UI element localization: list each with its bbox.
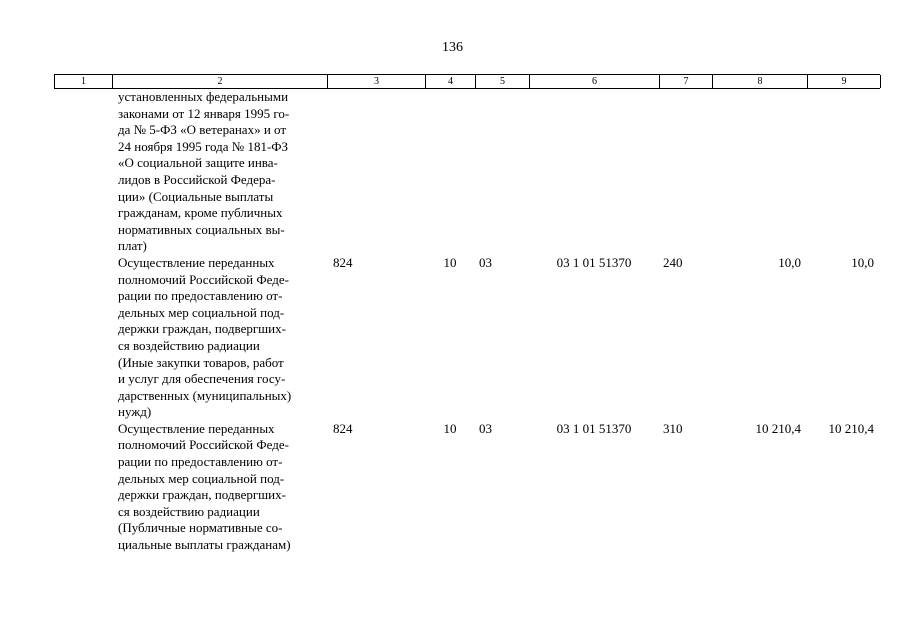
description-line: Осуществление переданных <box>118 254 275 270</box>
header-cell-6: 6 <box>530 75 660 88</box>
table-row <box>54 255 880 421</box>
col-1-cell <box>54 89 112 255</box>
description-line: держки граждан, подвергших- <box>118 487 286 503</box>
description-line: установленных федеральными <box>118 89 289 104</box>
subsection-code: 03 <box>479 420 492 436</box>
amount-col-9: 10 210,4 <box>828 420 874 436</box>
header-cell-2: 2 <box>113 75 328 88</box>
ministry-code <box>327 89 425 255</box>
description-line: полномочий Российской Феде- <box>118 271 289 287</box>
description-line: ся воздействию радиации <box>118 337 260 353</box>
header-cell-8: 8 <box>713 75 808 88</box>
description-line: нормативных социальных вы- <box>118 221 285 237</box>
expense-type-code: 240 <box>663 254 683 270</box>
description-line: дарственных (муниципальных) <box>118 387 292 403</box>
subsection-code: 03 <box>479 254 492 270</box>
header-cell-3: 3 <box>328 75 426 88</box>
expense-type-code: 310 <box>663 420 683 436</box>
description-cell <box>112 89 327 255</box>
amount-col-8: 10 210,4 <box>755 420 801 436</box>
amount-col-9 <box>807 89 880 255</box>
ministry-code: 824 <box>333 420 353 436</box>
section-code: 10 <box>443 254 457 270</box>
header-cell-1: 1 <box>55 75 113 88</box>
description-cell <box>112 421 327 554</box>
table-header-row <box>54 74 880 89</box>
description-cell <box>112 255 327 421</box>
ministry-code: 824 <box>333 254 353 270</box>
description-line: гражданам, кроме публичных <box>118 205 283 221</box>
description-line: да № 5-ФЗ «О ветеранах» и от <box>118 122 287 138</box>
description-line: дельных мер социальной под- <box>118 304 285 320</box>
header-cell-9: 9 <box>808 75 881 88</box>
header-cell-4: 4 <box>426 75 476 88</box>
description-line: и услуг для обеспечения госу- <box>118 371 286 387</box>
page-number: 136 <box>442 40 463 55</box>
table-row <box>54 421 880 554</box>
amount-col-8: 10,0 <box>778 254 801 270</box>
description-line: ся воздействию радиации <box>118 503 260 519</box>
description-line: законами от 12 января 1995 го- <box>118 105 290 121</box>
description-line: циальные выплаты гражданам) <box>118 537 291 553</box>
header-cell-7: 7 <box>660 75 713 88</box>
description-line: 24 ноября 1995 года № 181-ФЗ <box>118 138 289 154</box>
description-line: «О социальной защите инва- <box>118 155 278 171</box>
target-article-code: 03 1 01 51370 <box>556 420 632 436</box>
description-line: держки граждан, подвергших- <box>118 321 286 337</box>
description-line: нужд) <box>118 404 152 420</box>
expense-type-code <box>659 89 712 255</box>
section-code <box>425 89 475 255</box>
description-line: (Иные закупки товаров, работ <box>118 354 284 370</box>
budget-table <box>54 74 880 554</box>
description-line: рации по предоставлению от- <box>118 454 283 470</box>
table-row <box>54 89 880 255</box>
header-cell-5: 5 <box>476 75 530 88</box>
col-1-cell <box>54 421 112 554</box>
description-line: полномочий Российской Феде- <box>118 437 289 453</box>
amount-col-9: 10,0 <box>851 254 874 270</box>
col-1-cell <box>54 255 112 421</box>
description-line: рации по предоставлению от- <box>118 288 283 304</box>
target-article-code <box>529 89 659 255</box>
description-line: плат) <box>118 238 147 254</box>
target-article-code: 03 1 01 51370 <box>556 254 632 270</box>
description-line: (Публичные нормативные со- <box>118 520 283 536</box>
description-line: дельных мер социальной под- <box>118 470 285 486</box>
description-line: ции» (Социальные выплаты <box>118 188 274 204</box>
description-line: лидов в Российской Федера- <box>118 171 276 187</box>
amount-col-8 <box>712 89 807 255</box>
section-code: 10 <box>443 420 457 436</box>
description-line: Осуществление переданных <box>118 420 275 436</box>
subsection-code <box>475 89 529 255</box>
